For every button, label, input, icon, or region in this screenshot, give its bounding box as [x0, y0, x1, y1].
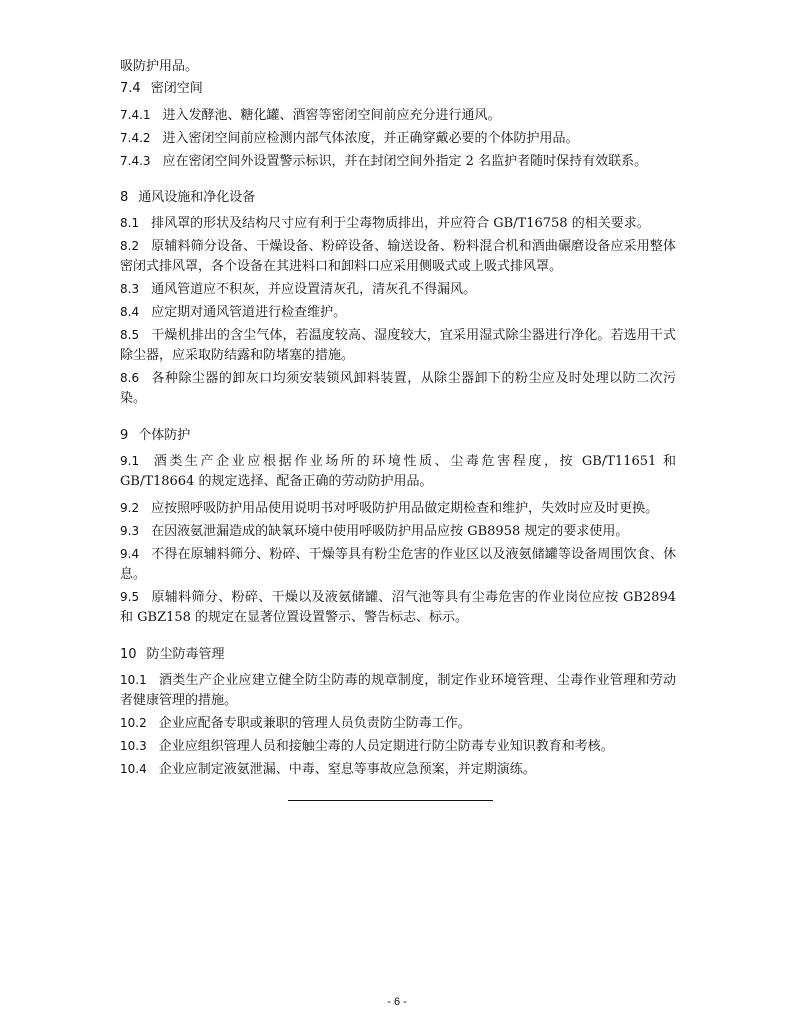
section-number: 8	[120, 190, 129, 205]
clause-text: 各种除尘器的卸灰口均须安装锁风卸料装置，从除尘器卸下的粉尘应及时处理以防二次污染。	[120, 371, 676, 406]
clause-9-3	[120, 521, 676, 542]
clause-text: 原辅料筛分设备、干燥设备、粉碎设备、输送设备、粉料混合机和酒曲碾磨设备应采用整体密闭式排风罩，各个设备在其进料口和卸料口应采用侧吸式或上吸式排风罩。	[120, 239, 676, 274]
clause-text: 原辅料筛分、粉碎、干燥以及液氨储罐、沼气池等具有尘毒危害的作业岗位应按 GB2894 和 GBZ158 的规定在显著位置设置警示、警告标志、标示。	[120, 590, 676, 625]
clause-text: 酒类生产企业应根据作业场所的环境性质、尘毒危害程度，按 GB/T11651 和 GB/T18664 的规定选择、配备正确的劳动防护用品。	[120, 454, 676, 489]
clause-number: 10.2	[120, 716, 147, 730]
continued-text: 吸防护用品。	[120, 59, 199, 74]
clause-8-2	[120, 236, 676, 277]
clause-text: 酒类生产企业应建立健全防尘防毒的规章制度，制定作业环境管理、尘毒作业管理和劳动者健康管理的措施。	[120, 673, 676, 708]
clause-text: 企业应组织管理人员和接触尘毒的人员定期进行防尘防毒专业知识教育和考核。	[158, 739, 614, 754]
clause-8-1	[120, 213, 676, 234]
clause-number: 8.2	[120, 239, 140, 253]
section-7-4-heading	[120, 78, 676, 100]
clause-number: 7.4.2	[120, 131, 151, 145]
clause-number: 8.5	[120, 328, 140, 342]
clause-7-4-1	[120, 104, 676, 127]
clause-text: 在因液氨泄漏造成的缺氧环境中使用呼吸防护用品应按 GB8958 规定的要求使用。	[151, 524, 629, 539]
clause-7-4-2	[120, 127, 676, 150]
clause-9-2	[120, 498, 676, 519]
clause-8-4	[120, 302, 676, 323]
clause-text: 排风罩的形状及结构尺寸应有利于尘毒物质排出，并应符合 GB/T16758 的相关要求。	[151, 216, 650, 231]
clause-8-5	[120, 325, 676, 366]
clause-number: 8.6	[120, 371, 140, 385]
clause-number: 10.3	[120, 739, 147, 753]
clause-10-1	[120, 670, 676, 711]
section-title: 通风设施和净化设备	[138, 190, 256, 205]
page-number: - 6 -	[387, 996, 407, 1008]
clause-number: 9.5	[120, 590, 140, 604]
section-title: 密闭空间	[150, 81, 203, 96]
clause-text: 干燥机排出的含尘气体，若温度较高、湿度较大，宜采用湿式除尘器进行净化。若选用干式除尘器，应采取防结露和防堵塞的措施。	[120, 328, 676, 363]
section-10-heading	[120, 644, 676, 666]
clause-number: 10.4	[120, 762, 147, 776]
section-number: 9	[120, 428, 129, 443]
clause-text: 应在密闭空间外设置警示标识，并在封闭空间外指定 2 名监护者随时保持有效联系。	[162, 154, 648, 169]
clause-number: 10.1	[120, 673, 147, 687]
clause-text: 企业应制定液氨泄漏、中毒、窒息等事故应急预案，并定期演练。	[158, 762, 536, 777]
clause-7-4-3	[120, 150, 676, 173]
clause-text: 不得在原辅料筛分、粉碎、干燥等具有粉尘危害的作业区以及液氨储罐等设备周围饮食、休息。	[120, 547, 676, 582]
clause-text: 应按照呼吸防护用品使用说明书对呼吸防护用品做定期检查和维护，失效时应及时更换。	[151, 501, 659, 516]
clause-number: 8.4	[120, 305, 140, 319]
document-page	[120, 56, 676, 782]
clause-number: 9.4	[120, 547, 140, 561]
clause-text: 应定期对通风管道进行检查维护。	[151, 305, 347, 320]
section-title: 个体防护	[138, 428, 191, 443]
clause-number: 8.3	[120, 282, 140, 296]
section-number: 10	[120, 647, 137, 662]
clause-number: 8.1	[120, 216, 140, 230]
clause-text: 通风管道应不积灰，并应设置清灰孔，清灰孔不得漏风。	[151, 282, 477, 297]
clause-number: 7.4.1	[120, 108, 151, 122]
clause-number: 9.1	[120, 454, 140, 468]
clause-number: 7.4.3	[120, 154, 151, 168]
clause-10-4	[120, 759, 676, 780]
clause-9-4	[120, 544, 676, 585]
clause-9-5	[120, 587, 676, 628]
end-of-document-rule	[288, 800, 493, 801]
clause-10-2	[120, 713, 676, 734]
clause-text: 进入发酵池、糖化罐、酒窖等密闭空间前应充分进行通风。	[162, 108, 501, 123]
section-9-heading	[120, 425, 676, 447]
section-title: 防尘防毒管理	[146, 647, 225, 662]
clause-text: 进入密闭空间前应检测内部气体浓度，并正确穿戴必要的个体防护用品。	[162, 131, 579, 146]
clause-9-1	[120, 451, 676, 492]
section-8-heading	[120, 187, 676, 209]
clause-8-3	[120, 279, 676, 300]
clause-number: 9.3	[120, 524, 140, 538]
clause-text: 企业应配备专职或兼职的管理人员负责防尘防毒工作。	[158, 716, 471, 731]
section-number: 7.4	[120, 81, 141, 96]
clause-8-6	[120, 368, 676, 409]
clause-number: 9.2	[120, 501, 140, 515]
clause-10-3	[120, 736, 676, 757]
